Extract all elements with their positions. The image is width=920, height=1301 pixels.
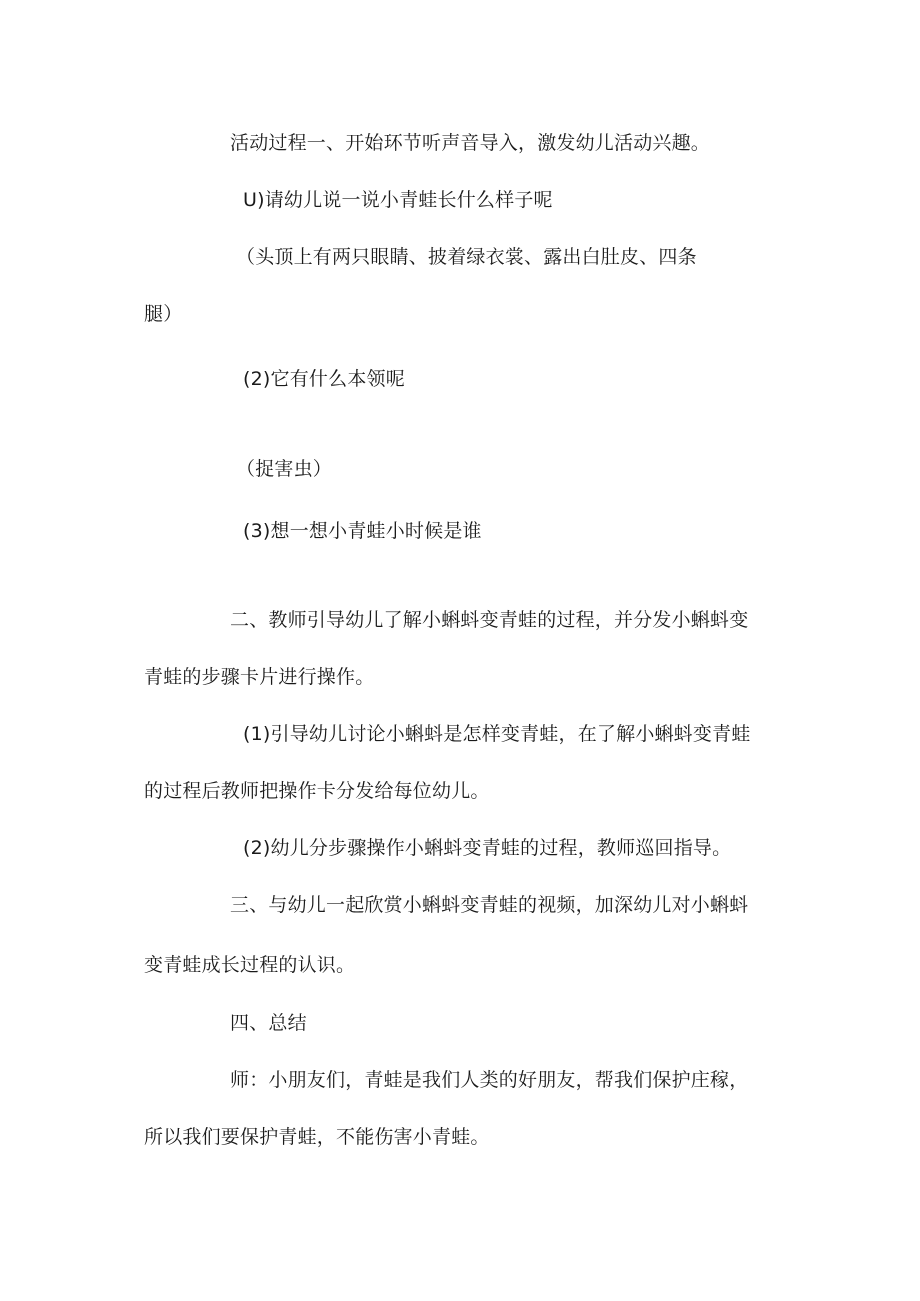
step-1-line-2: 的过程后教师把操作卡分发给每位幼儿。 [144, 780, 490, 802]
section-2-line-2: 青蛙的步骤卡片进行操作。 [144, 666, 375, 688]
section-3-line-1: 三、与幼儿一起欣赏小蝌蚪变青蛙的视频，加深幼儿对小蝌蚪 [230, 894, 749, 916]
step-1-line-1: (1)引导幼儿讨论小蝌蚪是怎样变青蛙，在了解小蝌蚪变青蛙 [243, 723, 751, 745]
summary-line-1: 师：小朋友们，青蛙是我们人类的好朋友，帮我们保护庄稼， [230, 1069, 749, 1091]
section-4-heading: 四、总结 [230, 1012, 307, 1034]
activity-process-heading: 活动过程一、开始环节听声音导入，激发幼儿活动兴趣。 [230, 132, 711, 154]
question-1: U)请幼儿说一说小青蛙长什么样子呢 [243, 189, 553, 211]
step-2: (2)幼儿分步骤操作小蝌蚪变青蛙的过程，教师巡回指导。 [243, 837, 732, 859]
answer-1-line-1: （头顶上有两只眼睛、披着绿衣裳、露出白肚皮、四条 [236, 246, 697, 268]
question-3: (3)想一想小青蛙小时候是谁 [243, 520, 482, 542]
section-3-line-2: 变青蛙成长过程的认识。 [144, 954, 356, 976]
question-2: (2)它有什么本领呢 [243, 368, 405, 390]
summary-line-2: 所以我们要保护青蛙，不能伤害小青蛙。 [144, 1126, 490, 1148]
answer-2: （捉害虫） [236, 458, 333, 480]
answer-1-line-2: 腿） [144, 303, 183, 325]
section-2-line-1: 二、教师引导幼儿了解小蝌蚪变青蛙的过程，并分发小蝌蚪变 [230, 609, 749, 631]
